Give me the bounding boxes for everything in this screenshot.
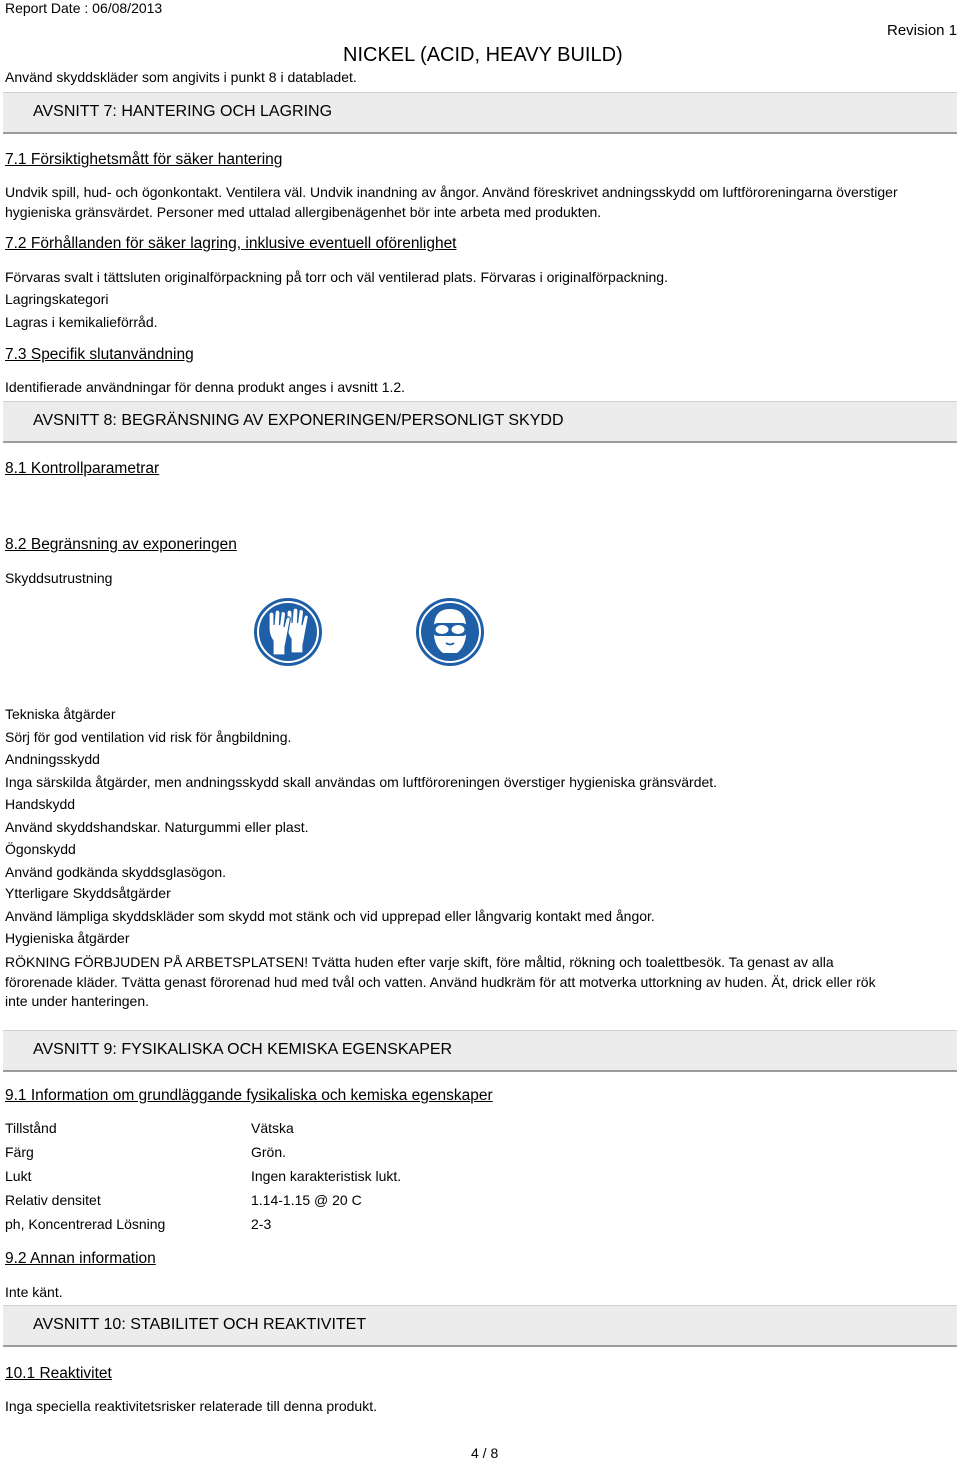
subsection-7-2-text: Förvaras svalt i tättsluten originalförpackning på torr och väl ventilerad plats. Förvaras i originalförpackning. xyxy=(5,269,668,285)
tech-measures-label: Tekniska åtgärder xyxy=(5,706,116,722)
section-7-header xyxy=(3,92,957,134)
property-label: ph, Koncentrerad Lösning xyxy=(5,1216,166,1232)
hygiene-label: Hygieniska åtgärder xyxy=(5,930,130,946)
section-9-title: AVSNITT 9: FYSIKALISKA OCH KEMISKA EGENSKAPER xyxy=(33,1041,453,1058)
goggles-icon xyxy=(413,595,487,669)
subsection-10-1-title: 10.1 Reaktivitet xyxy=(5,1365,112,1382)
hand-protection-text: Använd skyddshandskar. Naturgummi eller plast. xyxy=(5,819,309,835)
subsection-7-1-text: Undvik spill, hud- och ögonkontakt. Ventilera väl. Undvik inandning av ångor. Använd föreskrivet andningsskydd om luftföroreningarna överstiger hygieniska gränsvärdet. Personer med uttalad allergibenägenhet bör inte arbeta med produkten. xyxy=(5,184,898,220)
subsection-7-3-text: Identifierade användningar för denna produkt anges i avsnitt 1.2. xyxy=(5,379,406,395)
subsection-8-1-title: 8.1 Kontrollparametrar xyxy=(5,460,160,477)
subsection-7-3-title: 7.3 Specifik slutanvändning xyxy=(5,346,194,363)
additional-measures-label: Ytterligare Skyddsåtgärder xyxy=(5,885,171,901)
property-label: Färg xyxy=(5,1144,34,1160)
section-8-title: AVSNITT 8: BEGRÄNSNING AV EXPONERINGEN/PERSONLIGT SKYDD xyxy=(33,412,564,429)
property-value: 1.14-1.15 @ 20 C xyxy=(251,1192,362,1208)
subsection-9-2-text: Inte känt. xyxy=(5,1284,63,1300)
additional-measures-text: Använd lämpliga skyddskläder som skydd mot stänk och vid upprepad eller långvarig kontakt med ångor. xyxy=(5,908,655,924)
eye-protection-label: Ögonskydd xyxy=(5,841,76,857)
subsection-8-2-title: 8.2 Begränsning av exponeringen xyxy=(5,536,237,553)
hand-protection-label: Handskydd xyxy=(5,796,76,812)
property-label: Relativ densitet xyxy=(5,1192,101,1208)
tech-measures-text: Sörj för god ventilation vid risk för ångbildning. xyxy=(5,729,292,745)
revision-label: Revision 1 xyxy=(887,22,958,39)
respiratory-label: Andningsskydd xyxy=(5,751,100,767)
property-value: Grön. xyxy=(251,1144,287,1160)
section-10-header xyxy=(3,1305,957,1347)
subsection-9-1-title: 9.1 Information om grundläggande fysikaliska och kemiska egenskaper xyxy=(5,1087,493,1104)
property-label: Tillstånd xyxy=(5,1120,57,1136)
subsection-7-1-title: 7.1 Försiktighetsmått för säker hantering xyxy=(5,151,283,168)
hygiene-text: RÖKNING FÖRBJUDEN PÅ ARBETSPLATSEN! Tvätta huden efter varje skift, före måltid, rökning och toalettbesök. Ta genast av alla förorenade kläder. Tvätta genast förorenad hud med tvål och vatten. Använd hudkräm för att motverka uttorkning av huden. Ät, drick eller rök inte under hanteringen. xyxy=(5,954,876,1009)
subsection-10-1-text: Inga speciella reaktivitetsrisker relaterade till denna produkt. xyxy=(5,1398,377,1414)
carryover-line: Använd skyddskläder som angivits i punkt 8 i databladet. xyxy=(5,69,357,85)
property-value: Vätska xyxy=(251,1120,294,1136)
section-7-title: AVSNITT 7: HANTERING OCH LAGRING xyxy=(33,103,333,120)
section-9-header xyxy=(3,1030,957,1072)
storage-class-value: Lagras i kemikalieförråd. xyxy=(5,314,158,330)
product-title: NICKEL (ACID, HEAVY BUILD) xyxy=(343,44,623,66)
respiratory-text: Inga särskilda åtgärder, men andningsskydd skall användas om luftföroreningen överstiger hygieniska gränsvärdet. xyxy=(5,774,718,790)
subsection-7-2-title: 7.2 Förhållanden för säker lagring, inklusive eventuell oförenlighet xyxy=(5,235,457,252)
gloves-icon xyxy=(251,595,325,669)
property-label: Lukt xyxy=(5,1168,32,1184)
page-number: 4 / 8 xyxy=(471,1445,499,1461)
property-value: Ingen karakteristisk lukt. xyxy=(251,1168,402,1184)
ppe-label: Skyddsutrustning xyxy=(5,570,113,586)
property-value: 2-3 xyxy=(251,1216,272,1232)
eye-protection-text: Använd godkända skyddsglasögon. xyxy=(5,864,227,880)
subsection-9-2-title: 9.2 Annan information xyxy=(5,1250,156,1267)
report-date: Report Date : 06/08/2013 xyxy=(5,0,163,16)
storage-class-label: Lagringskategori xyxy=(5,291,109,307)
section-10-title: AVSNITT 10: STABILITET OCH REAKTIVITET xyxy=(33,1316,367,1333)
section-8-header xyxy=(3,401,957,443)
